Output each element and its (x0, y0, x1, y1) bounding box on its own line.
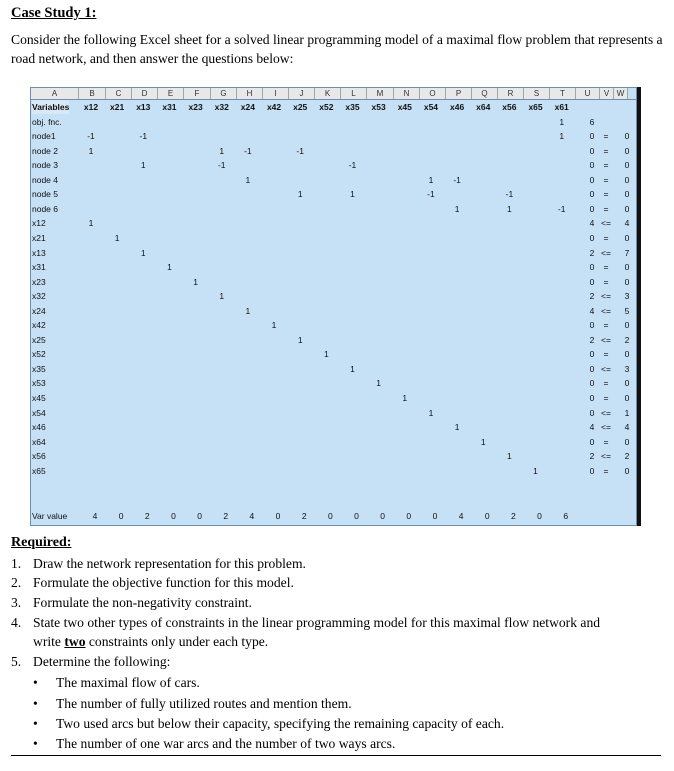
bullet-text: Two used arcs but below their capacity, specifying the remaining capacity of each. (56, 716, 505, 731)
variable-name: x24 (240, 102, 255, 112)
constraint-sign: = (603, 232, 609, 243)
var-value-cell: 2 (511, 511, 516, 521)
row-label: x32 (32, 291, 46, 302)
constraint-sign: = (603, 203, 609, 214)
coefficient-cell: 1 (219, 291, 225, 302)
variable-name: x13 (136, 102, 151, 112)
rhs-value: 0 (624, 436, 630, 447)
coefficient-cell: -1 (244, 145, 252, 156)
constraint-sign: = (603, 145, 609, 156)
column-header-c: C (106, 88, 132, 99)
column-header-s: S (524, 88, 550, 99)
rhs-value: 3 (624, 291, 630, 302)
constraint-sign: <= (601, 363, 611, 374)
constraint-sign: = (603, 436, 609, 447)
constraint-sign: = (603, 189, 609, 200)
coefficient-cell: 1 (454, 203, 460, 214)
rhs-value: 7 (624, 247, 630, 258)
var-value-cell: 0 (171, 511, 176, 521)
var-value-cell: 0 (537, 511, 542, 521)
lhs-value: 4 (589, 218, 595, 229)
variable-name: x21 (110, 102, 125, 112)
coefficient-cell: 1 (88, 145, 94, 156)
sheet-right-edge (637, 87, 641, 526)
coefficient-cell: -1 (427, 189, 435, 200)
constraint-sign: = (603, 320, 609, 331)
constraint-sign: = (603, 378, 609, 389)
rhs-value: 3 (624, 363, 630, 374)
column-header-i: I (263, 88, 289, 99)
var-value-cell: 0 (197, 511, 202, 521)
column-header-e: E (158, 88, 184, 99)
coefficient-cell: 1 (323, 349, 329, 360)
bullet-text: The number of fully utilized routes and mention them. (56, 696, 352, 711)
variable-name: x23 (188, 102, 203, 112)
rhs-value: 0 (624, 276, 630, 287)
lhs-value: 6 (589, 116, 595, 127)
lhs-value: 4 (589, 305, 595, 316)
variable-name: x53 (371, 102, 386, 112)
coefficient-cell: 1 (507, 203, 512, 214)
coefficient-cell: 1 (167, 262, 172, 273)
var-value-cell: 0 (380, 511, 385, 521)
rhs-value: 5 (624, 305, 630, 316)
coefficient-cell: 1 (559, 116, 565, 127)
rhs-value: 0 (624, 131, 630, 142)
column-header-a: A (31, 88, 79, 99)
var-value-cell: 0 (354, 511, 359, 521)
coefficient-cell: 1 (376, 378, 381, 389)
column-header-p: P (446, 88, 472, 99)
variable-name: x45 (397, 102, 412, 112)
var-value-cell: 0 (275, 511, 281, 521)
coefficient-cell: -1 (87, 131, 95, 142)
var-value-cell: 4 (92, 511, 98, 521)
column-header-r: R (498, 88, 524, 99)
row-label: x52 (32, 349, 46, 360)
question-text: Determine the following: (33, 654, 171, 669)
question-text: State two other types of constraints in the linear programming model for this maximal flow network and (33, 615, 601, 630)
constraint-sign: = (603, 349, 609, 360)
question-1 (11, 554, 666, 573)
rhs-value: 0 (624, 145, 630, 156)
coefficient-cell: 1 (193, 276, 198, 287)
column-header-u: U (576, 88, 600, 99)
bullet-text: The number of one war arcs and the number of two ways arcs. (56, 736, 396, 751)
variable-name: x42 (266, 102, 282, 112)
coefficient-cell: -1 (296, 145, 304, 156)
question-text: Formulate the objective function for this model. (33, 575, 294, 590)
rhs-value: 0 (624, 160, 630, 171)
constraint-sign: <= (601, 291, 611, 302)
coefficient-cell: -1 (557, 203, 566, 214)
row-label: x25 (32, 334, 46, 345)
row-label: node 2 (32, 145, 58, 156)
row-label: x13 (32, 247, 46, 258)
lhs-value: 4 (589, 422, 595, 433)
var-value-cell: 6 (563, 511, 569, 521)
question-number: 4. (11, 615, 22, 630)
rhs-value: 0 (624, 174, 630, 185)
rhs-value: 4 (624, 218, 630, 229)
row-label: node 6 (32, 203, 58, 214)
lhs-value: 0 (589, 203, 595, 214)
rhs-value: 0 (624, 349, 630, 360)
rhs-value: 0 (624, 393, 630, 403)
coefficient-cell: -1 (139, 131, 148, 142)
constraint-sign: = (603, 465, 609, 476)
column-header-t: T (550, 88, 576, 99)
intro-paragraph: Consider the following Excel sheet for a solved linear programming model of a maximal flow problem that represents a road network, and then answer the questions below: (11, 32, 663, 66)
lhs-value: 0 (589, 349, 595, 360)
constraint-sign: <= (601, 407, 611, 418)
variable-name: x35 (345, 102, 360, 112)
var-value-cell: 0 (327, 511, 333, 521)
constraint-sign: <= (601, 305, 611, 316)
rhs-value: 2 (624, 451, 630, 462)
question-text-pre: write (33, 634, 65, 649)
question-text: Draw the network representation for this problem. (33, 556, 306, 571)
coefficient-cell: 1 (533, 465, 538, 476)
coefficient-cell: 1 (297, 189, 303, 200)
var-value-cell: 2 (301, 511, 307, 521)
coefficient-cell: 1 (454, 422, 460, 433)
bullet-item (33, 673, 666, 692)
lhs-value: 0 (589, 145, 595, 156)
lhs-value: 0 (589, 320, 595, 331)
coefficient-cell: 1 (271, 320, 277, 331)
constraint-sign: = (603, 174, 609, 185)
var-value-cell: 0 (484, 511, 490, 521)
row-label: x23 (32, 276, 46, 287)
coefficient-cell: 1 (507, 451, 512, 462)
constraint-sign: = (603, 393, 609, 403)
bullet-icon: • (33, 736, 38, 751)
coefficient-cell: 1 (114, 232, 120, 243)
variable-name: x54 (423, 102, 439, 112)
lhs-value: 0 (589, 189, 595, 200)
row-label: node1 (32, 131, 56, 142)
row-label: x65 (32, 465, 46, 476)
lhs-value: 0 (589, 393, 595, 403)
variable-name: x31 (162, 102, 177, 112)
row-label: node 3 (32, 160, 58, 171)
coefficient-cell: -1 (453, 174, 461, 185)
lhs-value: 2 (589, 247, 595, 258)
row-label: x45 (32, 393, 46, 403)
coefficient-cell: 1 (428, 407, 434, 418)
column-header-h: H (237, 88, 263, 99)
coefficient-cell: 1 (245, 305, 251, 316)
bullet-icon: • (33, 716, 38, 731)
rhs-value: 0 (624, 465, 630, 476)
constraint-sign: <= (601, 334, 611, 345)
bullet-icon: • (33, 696, 38, 711)
var-value-cell: 4 (249, 511, 255, 521)
rhs-value: 0 (624, 189, 630, 200)
row-label: x56 (32, 451, 46, 462)
variable-name: x56 (502, 102, 517, 112)
column-header-j: J (289, 88, 315, 99)
rhs-value: 4 (624, 422, 630, 433)
question-text-post: constraints only under each type. (85, 634, 269, 649)
rhs-value: 2 (624, 334, 630, 345)
excel-sheet (30, 87, 637, 526)
column-header-n: N (394, 88, 420, 99)
constraint-sign: = (603, 262, 609, 273)
column-header-w: W (614, 88, 628, 99)
lhs-value: 0 (589, 131, 595, 142)
constraint-sign: <= (601, 451, 611, 462)
bullet-item (33, 734, 666, 753)
row-label: x35 (32, 363, 46, 374)
coefficient-cell: 1 (297, 334, 303, 345)
bullet-icon: • (33, 675, 38, 690)
rhs-value: 0 (624, 320, 630, 331)
column-header-k: K (315, 88, 341, 99)
variable-name: x52 (319, 102, 334, 112)
column-header-b: B (79, 88, 106, 99)
variables-label: Variables (32, 102, 70, 112)
coefficient-cell: 1 (140, 160, 146, 171)
rhs-value: 0 (624, 203, 630, 214)
coefficient-cell: 1 (219, 145, 225, 156)
question-number: 1. (11, 556, 22, 571)
row-label: node 4 (32, 174, 58, 185)
column-header-o: O (420, 88, 446, 99)
lhs-value: 0 (589, 232, 595, 243)
var-value-cell: 0 (406, 511, 412, 521)
variable-name: x32 (214, 102, 229, 112)
variable-name: x46 (450, 102, 465, 112)
coefficient-cell: 1 (428, 174, 434, 185)
lhs-value: 0 (589, 436, 595, 447)
lhs-value: 0 (589, 262, 595, 273)
rhs-value: 0 (624, 262, 630, 273)
lhs-value: 0 (589, 363, 595, 374)
column-header-f: F (184, 88, 211, 99)
var-value-cell: 0 (432, 511, 438, 521)
lhs-value: 0 (589, 174, 595, 185)
lhs-value: 0 (589, 276, 595, 287)
lhs-value: 2 (589, 334, 595, 345)
row-label: x12 (32, 218, 46, 229)
variable-name: x64 (476, 102, 491, 112)
coefficient-cell: -1 (505, 189, 514, 200)
coefficient-cell: 1 (140, 247, 146, 258)
question-4-continuation (33, 632, 666, 651)
constraint-sign: <= (601, 247, 611, 258)
coefficient-cell: 1 (245, 174, 251, 185)
question-2 (11, 573, 666, 592)
coefficient-cell: 1 (350, 363, 355, 374)
coefficient-cell: 1 (350, 189, 355, 200)
constraint-sign: = (603, 276, 609, 287)
lhs-value: 2 (589, 291, 595, 302)
question-number: 3. (11, 595, 22, 610)
column-header-q: Q (472, 88, 498, 99)
bullet-item (33, 694, 666, 713)
coefficient-cell: 1 (402, 393, 408, 403)
variable-name: x65 (528, 102, 543, 112)
column-header-g: G (211, 88, 237, 99)
question-4 (11, 613, 666, 632)
question-3 (11, 593, 666, 612)
bullet-text: The maximal flow of cars. (56, 675, 200, 690)
bottom-rule (11, 755, 661, 756)
var-value-cell: 0 (118, 511, 124, 521)
question-text: Formulate the non-negativity constraint. (33, 595, 252, 610)
var-value-cell: 4 (458, 511, 464, 521)
rhs-value: 0 (624, 232, 630, 243)
row-label: x42 (32, 320, 46, 331)
lhs-value: 0 (589, 160, 595, 171)
coefficient-cell: 1 (480, 436, 486, 447)
variable-name: x12 (83, 102, 99, 112)
variable-name: x61 (554, 102, 569, 112)
variable-name: x25 (293, 102, 308, 112)
row-label: x64 (32, 436, 46, 447)
constraint-sign: <= (601, 218, 611, 229)
question-number: 2. (11, 575, 22, 590)
column-header-d: D (132, 88, 158, 99)
constraint-sign: <= (601, 422, 611, 433)
row-label: x54 (32, 407, 46, 418)
row-label: x53 (32, 378, 46, 389)
column-header-l: L (341, 88, 367, 99)
case-study-title: Case Study 1: (11, 5, 97, 21)
column-header-m: M (367, 88, 394, 99)
rhs-value: 0 (624, 378, 630, 389)
row-label: node 5 (32, 189, 58, 200)
lhs-value: 0 (589, 465, 595, 476)
lhs-value: 0 (589, 407, 595, 418)
bullet-item (33, 714, 666, 733)
coefficient-cell: -1 (348, 160, 357, 171)
constraint-sign: = (603, 160, 609, 171)
var-value-cell: 2 (223, 511, 229, 521)
rhs-value: 1 (624, 407, 630, 418)
lhs-value: 0 (589, 378, 595, 389)
question-number: 5. (11, 654, 22, 669)
coefficient-cell: 1 (88, 218, 94, 229)
coefficient-cell: 1 (559, 131, 565, 142)
coefficient-cell: -1 (217, 160, 226, 171)
required-heading: Required: (11, 535, 72, 550)
constraint-sign: = (603, 131, 609, 142)
var-value-cell: 2 (144, 511, 150, 521)
row-label: x24 (32, 305, 46, 316)
lhs-value: 2 (589, 451, 595, 462)
row-label: x21 (32, 232, 46, 243)
column-header-v: V (600, 88, 614, 99)
row-label: obj. fnc. (32, 116, 62, 127)
question-5 (11, 652, 666, 671)
row-label: x31 (32, 262, 46, 273)
question-text-emphasis: two (64, 634, 86, 649)
row-label: x46 (32, 422, 46, 433)
var-value-label: Var value (32, 511, 68, 521)
